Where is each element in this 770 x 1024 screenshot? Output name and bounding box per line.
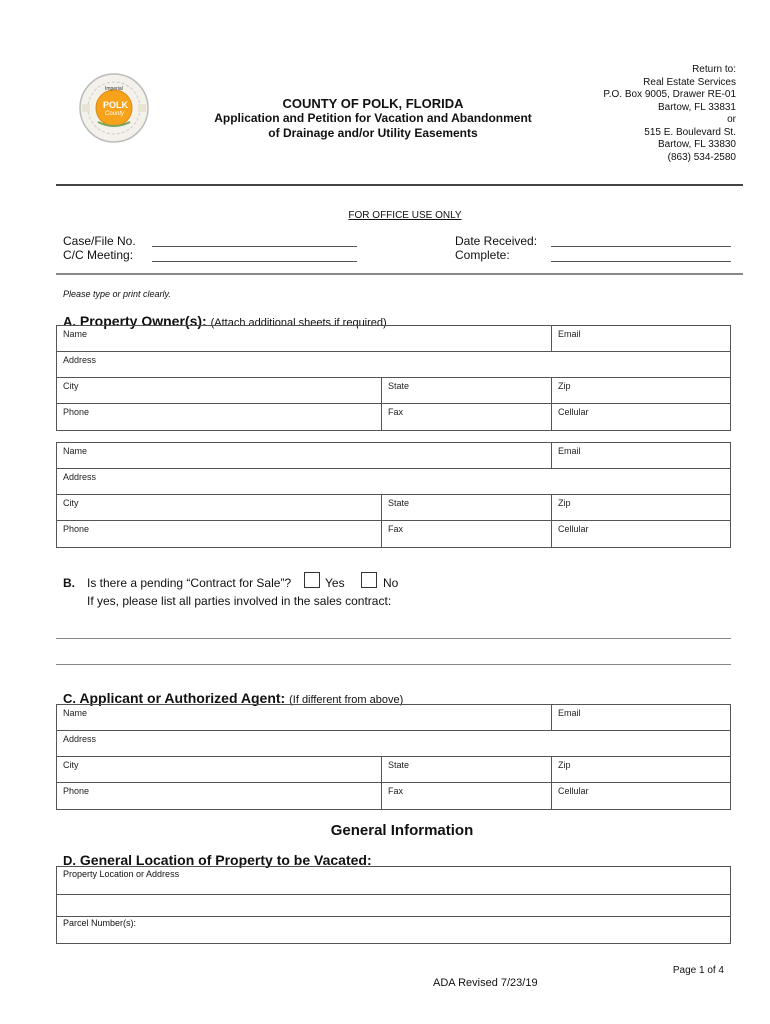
return-address	[603, 64, 736, 164]
table-row	[57, 469, 730, 495]
return-line: or	[727, 114, 736, 125]
date-received-label: Date Received:	[455, 234, 538, 248]
complete-label: Complete:	[455, 248, 510, 262]
name-field[interactable]: Name	[63, 708, 88, 718]
state-field[interactable]: State	[381, 757, 551, 782]
email-field[interactable]: Email	[551, 705, 730, 730]
address-field[interactable]: Address	[63, 472, 97, 482]
complete-line[interactable]	[551, 261, 731, 262]
table-row	[57, 352, 730, 378]
state-field[interactable]: State	[381, 378, 551, 403]
page-number: Page 1 of 4	[672, 965, 724, 976]
section-b-letter: B.	[63, 576, 75, 590]
address-field[interactable]: Address	[63, 355, 97, 365]
sales-parties-line-2[interactable]	[56, 664, 731, 665]
parcel-number-field[interactable]	[57, 917, 730, 943]
name-field[interactable]: Name	[63, 446, 88, 456]
fax-field[interactable]: Fax	[381, 783, 551, 809]
office-use-heading: FOR OFFICE USE ONLY	[348, 210, 462, 221]
table-row	[57, 757, 730, 783]
section-b-followup: If yes, please list all parties involved in the sales contract:	[87, 594, 392, 608]
return-line: Real Estate Services	[643, 76, 736, 88]
logo-main-text: POLK	[103, 100, 129, 110]
return-line: Bartow, FL 33831	[657, 101, 736, 113]
name-field[interactable]: Name	[63, 329, 88, 339]
sales-parties-line-1[interactable]	[56, 638, 731, 639]
form-title-line2: of Drainage and/or Utility Easements	[268, 126, 478, 140]
applicant-table	[56, 704, 731, 810]
cc-meeting-label: C/C Meeting:	[63, 248, 134, 262]
table-row	[57, 705, 730, 731]
office-divider	[56, 273, 743, 275]
owner-1-table	[56, 325, 731, 431]
state-field[interactable]: State	[381, 495, 551, 520]
case-file-label: Case/File No.	[63, 234, 136, 248]
section-a-letter: A.	[63, 314, 76, 329]
zip-field[interactable]: Zip	[551, 495, 730, 520]
section-c-letter: C.	[63, 691, 76, 706]
return-line: 515 E. Boulevard St.	[644, 126, 736, 138]
form-title-line1: Application and Petition for Vacation and Abandonment	[214, 111, 532, 125]
table-row	[57, 443, 730, 469]
owner-2-table	[56, 442, 731, 548]
phone-field[interactable]: Phone	[63, 786, 90, 796]
email-field[interactable]: Email	[551, 443, 730, 468]
county-heading: COUNTY OF POLK, FLORIDA	[282, 96, 464, 111]
parcel-number-label: Parcel Number(s):	[63, 918, 137, 928]
zip-field[interactable]: Zip	[551, 757, 730, 782]
address-field[interactable]: Address	[63, 734, 97, 744]
instructions: Please type or print clearly.	[63, 289, 171, 299]
section-b-question: Is there a pending “Contract for Sale”?	[87, 576, 292, 590]
section-c-heading: Applicant or Authorized Agent:	[79, 690, 286, 706]
date-received-line[interactable]	[551, 246, 731, 247]
table-row	[57, 378, 730, 404]
zip-field[interactable]: Zip	[551, 378, 730, 403]
general-info-heading: General Information	[330, 822, 474, 839]
fax-field[interactable]: Fax	[381, 404, 551, 430]
phone-field[interactable]: Phone	[63, 524, 90, 534]
cellular-field[interactable]: Cellular	[551, 783, 730, 809]
city-field[interactable]: City	[63, 498, 79, 508]
return-line: Bartow, FL 33830	[657, 139, 736, 150]
cc-meeting-line[interactable]	[152, 261, 357, 262]
property-location-label: Property Location or Address	[63, 869, 180, 879]
table-row	[57, 326, 730, 352]
section-d-letter: D.	[63, 853, 76, 868]
cellular-field[interactable]: Cellular	[551, 404, 730, 430]
city-field[interactable]: City	[63, 381, 79, 391]
property-location-table	[56, 866, 731, 944]
return-line: P.O. Box 9005, Drawer RE-01	[603, 89, 736, 100]
case-file-line[interactable]	[152, 246, 357, 247]
section-a-heading: Property Owner(s):	[79, 313, 207, 329]
revision-note: ADA Revised 7/23/19	[433, 977, 538, 989]
property-location-continued[interactable]	[57, 895, 730, 917]
cellular-field[interactable]: Cellular	[551, 521, 730, 547]
section-a-note: (Attach additional sheets if required)	[210, 317, 387, 329]
table-row	[57, 521, 730, 547]
section-c-note: (If different from above)	[289, 694, 404, 706]
table-row	[57, 495, 730, 521]
logo-sub-text: County	[105, 111, 125, 117]
contract-yes-checkbox[interactable]	[304, 572, 320, 588]
section-d-heading: General Location of Property to be Vacated:	[79, 852, 372, 868]
table-row	[57, 731, 730, 757]
email-field[interactable]: Email	[551, 326, 730, 351]
city-field[interactable]: City	[63, 760, 79, 770]
contract-no-label: No	[383, 576, 399, 590]
header-divider	[56, 184, 743, 186]
logo-top-text: Imperial	[105, 86, 123, 92]
table-row	[57, 404, 730, 430]
return-line: Return to:	[692, 64, 736, 75]
property-location-field[interactable]	[57, 867, 730, 895]
contract-yes-label: Yes	[325, 576, 345, 590]
phone-field[interactable]: Phone	[63, 407, 90, 417]
fax-field[interactable]: Fax	[381, 521, 551, 547]
table-row	[57, 783, 730, 809]
contract-no-checkbox[interactable]	[361, 572, 377, 588]
return-line: (863) 534-2580	[667, 151, 736, 163]
